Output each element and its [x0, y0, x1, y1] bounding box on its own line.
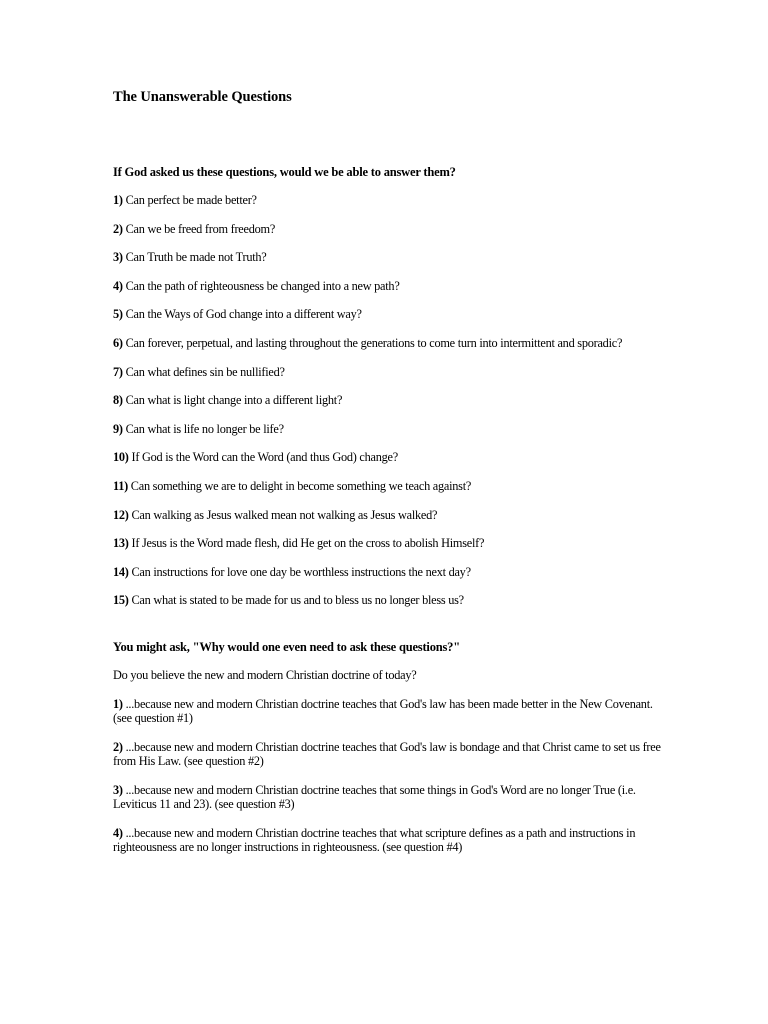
questions-heading: If God asked us these questions, would we be able to answer them?	[113, 165, 456, 179]
reason-item	[113, 697, 668, 725]
question-text: Can the Ways of God change into a different way?	[125, 307, 362, 322]
document-content	[113, 89, 668, 869]
question-number: 13)	[113, 536, 129, 551]
question-item	[113, 536, 668, 550]
question-text: If God is the Word can the Word (and thus God) change?	[131, 450, 398, 465]
question-text: Can something we are to delight in become something we teach against?	[130, 478, 472, 493]
question-text: If Jesus is the Word made flesh, did He get on the cross to abolish Himself?	[131, 536, 485, 551]
question-item	[113, 222, 668, 236]
question-number: 10)	[113, 450, 129, 465]
question-number: 9)	[113, 421, 123, 436]
question-item	[113, 336, 668, 350]
question-number: 2)	[113, 221, 123, 236]
question-text: Can what defines sin be nullified?	[125, 364, 285, 379]
question-text: Can forever, perpetual, and lasting throughout the generations to come turn into intermittent and sporadic?	[125, 335, 623, 350]
reasons-section	[113, 640, 668, 854]
question-item	[113, 508, 668, 522]
question-number: 11)	[113, 478, 128, 493]
question-item	[113, 193, 668, 207]
question-text: Can we be freed from freedom?	[125, 221, 276, 236]
questions-list	[113, 193, 668, 607]
reasons-lead: Do you believe the new and modern Christian doctrine of today?	[113, 668, 417, 683]
question-text: Can walking as Jesus walked mean not walking as Jesus walked?	[131, 507, 438, 522]
question-item	[113, 450, 668, 464]
question-number: 4)	[113, 278, 123, 293]
reason-number: 4)	[113, 826, 123, 841]
reason-item	[113, 783, 668, 811]
question-item	[113, 365, 668, 379]
question-number: 1)	[113, 193, 123, 207]
question-number: 7)	[113, 364, 123, 379]
reason-number: 2)	[113, 740, 123, 755]
reason-number: 3)	[113, 783, 123, 798]
question-item	[113, 422, 668, 436]
question-item	[113, 279, 668, 293]
question-number: 5)	[113, 307, 123, 322]
reason-number: 1)	[113, 697, 123, 712]
reason-text: ...because new and modern Christian doctrine teaches that God's law is bondage and that Christ came to set us free from His Law. (see question #2)	[113, 740, 661, 769]
question-item	[113, 593, 668, 607]
reason-text: ...because new and modern Christian doctrine teaches that what scripture defines as a path and instructions in righteousness are no longer instructions in righteousness. (see question #4)	[113, 826, 636, 855]
question-number: 8)	[113, 393, 123, 408]
question-item	[113, 565, 668, 579]
question-item	[113, 307, 668, 321]
question-text: Can what is light change into a different light?	[125, 393, 343, 408]
reason-item	[113, 826, 668, 854]
question-text: Can Truth be made not Truth?	[125, 250, 267, 265]
question-text: Can what is stated to be made for us and to bless us no longer bless us?	[131, 593, 464, 608]
question-number: 12)	[113, 507, 129, 522]
question-item	[113, 250, 668, 264]
question-text: Can instructions for love one day be worthless instructions the next day?	[131, 564, 471, 579]
document-title: The Unanswerable Questions	[113, 89, 292, 105]
question-number: 14)	[113, 564, 129, 579]
question-number: 6)	[113, 335, 123, 350]
reason-item	[113, 740, 668, 768]
question-text: Can the path of righteousness be changed into a new path?	[125, 278, 400, 293]
question-text: Can what is life no longer be life?	[125, 421, 284, 436]
reason-text: ...because new and modern Christian doctrine teaches that God's law has been made better in the New Covenant. (see question #1)	[113, 697, 653, 726]
question-number: 15)	[113, 593, 129, 608]
reasons-heading: You might ask, "Why would one even need to ask these questions?"	[113, 640, 460, 655]
question-text: Can perfect be made better?	[125, 193, 257, 207]
question-item	[113, 479, 668, 493]
question-item	[113, 393, 668, 407]
reason-text: ...because new and modern Christian doctrine teaches that some things in God's Word are no longer True (i.e. Leviticus 11 and 23). (see question #3)	[113, 783, 636, 812]
question-number: 3)	[113, 250, 123, 265]
